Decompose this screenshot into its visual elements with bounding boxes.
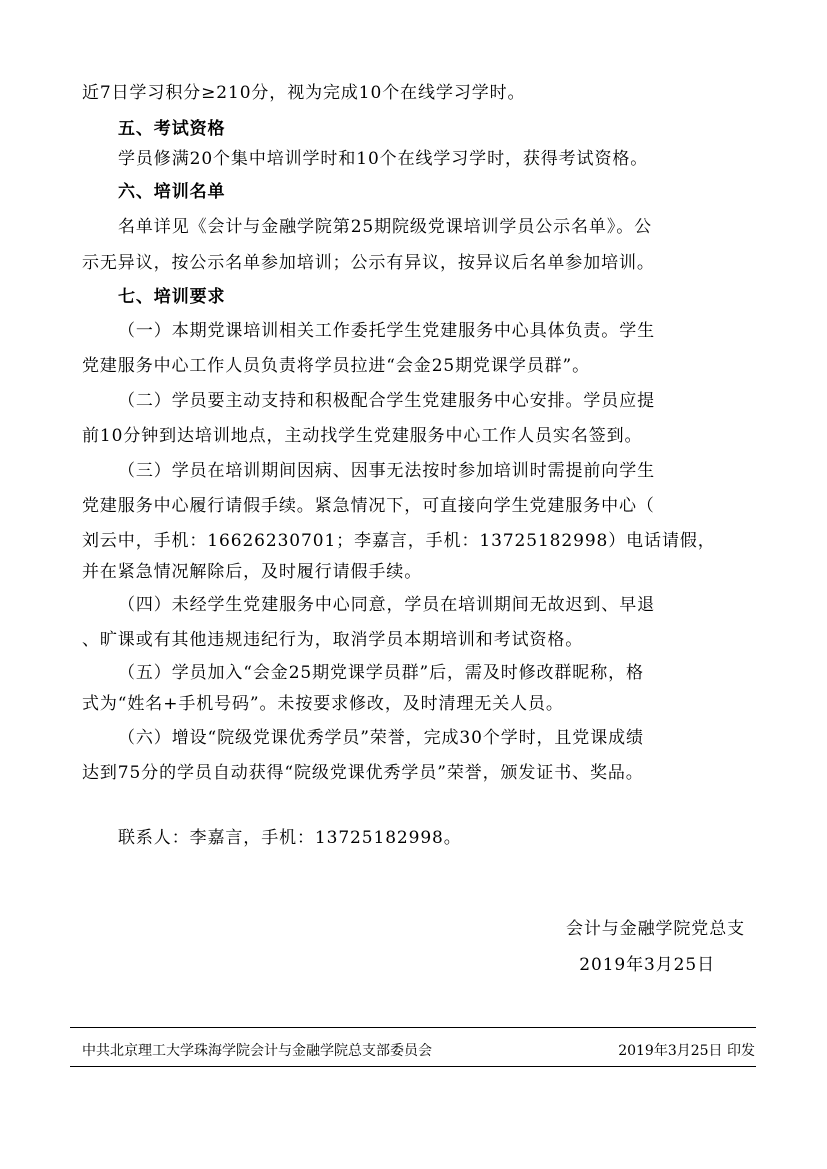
- section7-item3-line: 并在紧急情况解除后，及时履行请假手续。: [82, 562, 423, 582]
- footer-print-date: 2019年3月25日 印发: [618, 1043, 755, 1059]
- signature-date: 2019年3月25日: [579, 955, 715, 975]
- section7-item6-line: 达到75分的学员自动获得“院级党课优秀学员”荣誉，颁发证书、奖品。: [82, 763, 644, 783]
- section7-item3-line: 刘云中，手机：16626230701；李嘉言，手机：13725182998）电话请假，: [82, 531, 716, 551]
- continuation-line: 近7日学习积分≥210分，视为完成10个在线学习学时。: [82, 83, 526, 103]
- contact-line: 联系人：李嘉言，手机：13725182998。: [118, 828, 462, 848]
- section5-heading: 五、考试资格: [118, 119, 226, 139]
- section7-item5-line: （五）学员加入“会金25期党课学员群”后，需及时修改群昵称，格: [118, 663, 644, 683]
- section7-item2-line: （二）学员要主动支持和积极配合学生党建服务中心安排。学员应提: [118, 391, 655, 411]
- section7-item3-line: （三）学员在培训期间因病、因事无法按时参加培训时需提前向学生: [118, 461, 655, 481]
- section7-item4-line: （四）未经学生党建服务中心同意，学员在培训期间无故迟到、早退: [118, 595, 655, 615]
- section7-item4-line: 、旷课或有其他违规违纪行为，取消学员本期培训和考试资格。: [82, 630, 584, 650]
- section7-item1-line: 党建服务中心工作人员负责将学员拉进“会金25期党课学员群”。: [82, 356, 591, 376]
- section6-line: 名单详见《会计与金融学院第25期院级党课培训学员公示名单》。公: [118, 217, 653, 237]
- section6-heading: 六、培训名单: [118, 182, 226, 202]
- section5-text: 学员修满20个集中培训学时和10个在线学习学时，获得考试资格。: [118, 149, 649, 169]
- section7-item5-line: 式为“姓名+手机号码”。未按要求修改，及时清理无关人员。: [82, 694, 564, 714]
- footer-issuer: 中共北京理工大学珠海学院会计与金融学院总支部委员会: [82, 1043, 432, 1059]
- section7-heading: 七、培训要求: [118, 287, 226, 307]
- section7-item3-line: 党建服务中心履行请假手续。紧急情况下，可直接向学生党建服务中心（: [82, 496, 655, 516]
- footer-bottom-rule: [70, 1066, 756, 1067]
- section7-item2-line: 前10分钟到达培训地点，主动找学生党建服务中心工作人员实名签到。: [82, 426, 643, 446]
- signature-org: 会计与金融学院党总支: [566, 919, 745, 939]
- section6-line: 示无异议，按公示名单参加培训；公示有异议，按异议后名单参加培训。: [82, 253, 655, 273]
- footer-top-rule: [70, 1027, 756, 1028]
- section7-item6-line: （六）增设“院级党课优秀学员”荣誉，完成30个学时，且党课成绩: [118, 728, 644, 748]
- section7-item1-line: （一）本期党课培训相关工作委托学生党建服务中心具体负责。学生: [118, 321, 655, 341]
